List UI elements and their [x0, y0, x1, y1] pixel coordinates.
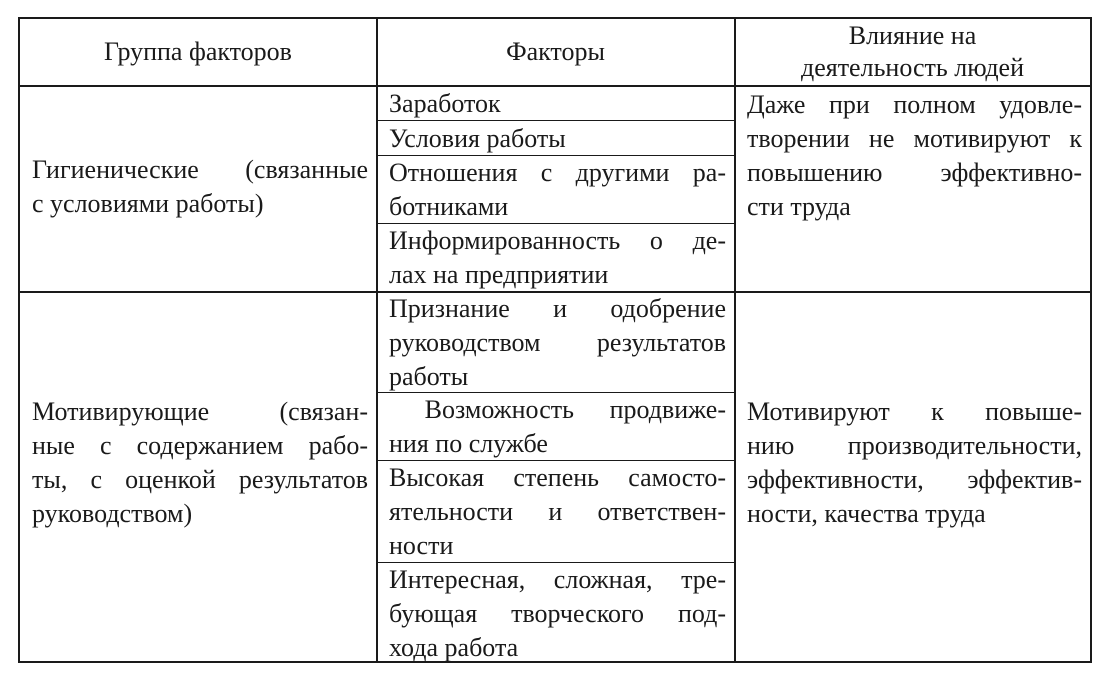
- influence-text-line: повышению эффективно-: [747, 158, 1082, 187]
- factor-text-line: Интересная, сложная, тре-: [389, 565, 726, 594]
- factor-text-line: работы: [389, 362, 469, 391]
- header-influence-line: деятельность людей: [800, 53, 1025, 82]
- header-group-label: Группа факторов: [104, 37, 292, 66]
- factor-text-line: Условия работы: [389, 124, 566, 153]
- influence-text-line: эффективности, эффектив-: [747, 465, 1082, 494]
- factor-text-line: Отношения с другими ра-: [389, 158, 726, 187]
- influence-text-line: Даже при полном удовле-: [747, 90, 1082, 119]
- header-group: [20, 19, 376, 85]
- group-text-line: с условиями работы): [32, 189, 264, 218]
- factor-text-line: ности: [389, 531, 454, 560]
- factor-text-line: хода работа: [389, 633, 519, 662]
- influence-text-line: Мотивируют к повыше-: [747, 397, 1082, 426]
- factor-cell: [377, 87, 734, 121]
- factor-cell: [377, 122, 734, 156]
- factor-text-line: Информированность о де-: [389, 226, 726, 255]
- group-text-line: Гигиенические (связанные: [32, 155, 368, 184]
- factor-text-line: Заработок: [389, 89, 501, 118]
- factor-text-line: Признание и одобрение: [389, 294, 726, 323]
- factor-cell: [377, 461, 734, 563]
- factor-text-line: лах на предприятии: [389, 260, 609, 289]
- influence-text-line: ности, качества труда: [747, 499, 986, 528]
- group-text-line: Мотивирующие (связан-: [32, 397, 368, 426]
- header-factors-label: Факторы: [506, 37, 605, 66]
- header-influence: [735, 19, 1090, 85]
- influence-cell-motivating: [735, 395, 1090, 535]
- group-text-line: руководством): [32, 499, 193, 528]
- factor-cell: [377, 393, 734, 461]
- factor-text-line: ния по службе: [389, 429, 548, 458]
- factor-text-line: руководством результатов: [389, 328, 726, 357]
- factor-text-line: ятельности и ответствен-: [389, 497, 726, 526]
- group-text-line: ты, с оценкой результатов: [32, 465, 368, 494]
- factor-cell: [377, 563, 734, 663]
- factor-cell: [377, 292, 734, 394]
- factors-table: [18, 17, 1092, 663]
- factor-cell: [377, 224, 734, 292]
- influence-text-line: сти труда: [747, 192, 851, 221]
- factor-text-line: бующая творческого под-: [389, 599, 726, 628]
- influence-text-line: нию производительности,: [747, 431, 1082, 460]
- factor-text-line: Возможность продвиже-: [389, 395, 726, 424]
- factor-text-line: ботниками: [389, 192, 509, 221]
- group-cell-hygienic: [20, 153, 376, 223]
- header-factors: [377, 19, 734, 85]
- factor-cell: [377, 156, 734, 224]
- header-influence-line: Влияние на: [848, 21, 977, 50]
- group-text-line: ные с содержанием рабо-: [32, 431, 368, 460]
- influence-cell-hygienic: [735, 88, 1090, 228]
- group-cell-motivating: [20, 395, 376, 535]
- factor-text-line: Высокая степень самосто-: [389, 463, 726, 492]
- influence-text-line: творении не мотивируют к: [747, 124, 1082, 153]
